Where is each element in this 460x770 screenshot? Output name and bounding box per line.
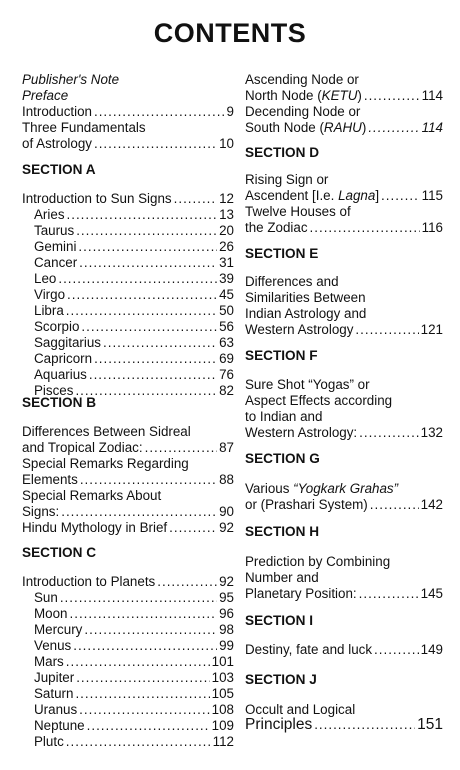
section-f-line3: to Indian and: [245, 409, 323, 424]
entry-text: Scorpio: [34, 319, 80, 334]
entry-page: 39: [219, 271, 234, 286]
entry-page: 82: [219, 383, 234, 398]
planet-entry: [22, 702, 234, 717]
section-d-heading: SECTION D: [245, 145, 320, 160]
page-title: CONTENTS: [153, 18, 307, 48]
planet-entry: [22, 606, 234, 621]
section-j-heading: SECTION J: [245, 672, 317, 687]
section-e-line4: [245, 322, 443, 337]
entry-page: 142: [420, 497, 443, 512]
entry-text: or (Prashari System): [245, 497, 368, 512]
section-g-line1: Various “Yogkark Grahas”: [245, 481, 399, 496]
entry-page: 87: [219, 440, 234, 455]
entry-text: Uranus: [34, 702, 78, 717]
planets-intro-entry: [22, 574, 234, 589]
section-e-heading: SECTION E: [245, 246, 319, 261]
twelve-houses-line2: [245, 220, 443, 235]
entry-page: 20: [219, 223, 234, 238]
planet-entry: [22, 638, 234, 653]
entry-text: Aquarius: [34, 367, 87, 382]
section-h-line2: Number and: [245, 570, 319, 585]
sun-sign-entry: [22, 239, 234, 254]
section-h-line3: [245, 586, 443, 601]
hindu-mythology-entry: [22, 520, 234, 535]
section-f-heading: SECTION F: [245, 348, 318, 363]
entry-text: Venus: [34, 638, 72, 653]
entry-text: Leo: [34, 271, 57, 286]
sun-sign-entry: [22, 255, 234, 270]
entry-page: 76: [219, 367, 234, 382]
entry-text: Jupiter: [34, 670, 75, 685]
section-j-line2: [245, 717, 443, 732]
sidreal-entry-line1: Differences Between Sidreal: [22, 424, 191, 439]
entry-page: 109: [211, 718, 234, 733]
ascending-node-line2: North Node (KETU) ..... 114: [245, 88, 443, 103]
section-f-line2: Aspect Effects according: [245, 393, 393, 408]
entry-page: 45: [219, 287, 234, 302]
entry-text: Gemini: [34, 239, 77, 254]
entry-page: 149: [420, 642, 443, 657]
descending-node-line1: Decending Node or: [245, 104, 361, 119]
entry-page: 10: [219, 136, 234, 151]
elements-entry-line1: Special Remarks Regarding: [22, 456, 189, 471]
entry-page: 121: [420, 322, 443, 337]
entry-text: Western Astrology:: [245, 425, 358, 440]
entry-page: 108: [211, 702, 234, 717]
section-b-heading: SECTION B: [22, 395, 97, 410]
entry-text: Saturn: [34, 686, 74, 701]
entry-text: Mars: [34, 654, 64, 669]
section-f-line1: Sure Shot “Yogas” or: [245, 377, 370, 392]
entry-text: Elements: [22, 472, 78, 487]
sun-sign-entry: [22, 351, 234, 366]
entry-text: Taurus: [34, 223, 75, 238]
section-a-heading: SECTION A: [22, 162, 96, 177]
elements-entry-line2: [22, 472, 234, 487]
entry-page: 132: [420, 425, 443, 440]
section-e-line3: Indian Astrology and: [245, 306, 367, 321]
entry-page: 92: [219, 574, 234, 589]
entry-text: the Zodiac: [245, 220, 308, 235]
sun-sign-entry: [22, 335, 234, 350]
sun-sign-entry: [22, 207, 234, 222]
entry-page: 116: [421, 220, 443, 235]
section-c-heading: SECTION C: [22, 545, 97, 560]
entry-page: 98: [219, 622, 234, 637]
entry-text: Virgo: [34, 287, 66, 302]
planet-entry: [22, 590, 234, 605]
rising-sign-line2: Ascendent [I.e. Lagna] ..... 115: [245, 188, 443, 203]
entry-text: Pisces: [34, 383, 74, 398]
entry-text: Neptune: [34, 718, 85, 733]
entry-text: Hindu Mythology in Brief: [22, 520, 168, 535]
signs-remarks-entry-line2: [22, 504, 234, 519]
section-i-heading: SECTION I: [245, 613, 313, 628]
entry-page: 9: [226, 104, 234, 119]
entry-page: 151: [417, 716, 443, 733]
entry-text: Signs:: [22, 504, 60, 519]
fundamentals-entry-line2: [22, 136, 234, 151]
entry-page: 115: [421, 188, 443, 203]
entry-text: Introduction to Planets: [22, 574, 156, 589]
entry-text: Introduction: [22, 104, 92, 119]
sun-signs-intro-entry: [22, 191, 234, 206]
signs-remarks-entry-line1: Special Remarks About: [22, 488, 162, 503]
sun-sign-entry: [22, 319, 234, 334]
entry-page: 112: [212, 734, 234, 749]
section-g-line2: [245, 497, 443, 512]
entry-text: Mercury: [34, 622, 83, 637]
fundamentals-entry-line1: Three Fundamentals: [22, 120, 146, 135]
entry-page: 145: [420, 586, 443, 601]
entry-text: Principles: [245, 716, 313, 733]
descending-node-line2: South Node (RAHU) ..... 114: [245, 120, 443, 135]
entry-page: 26: [219, 239, 234, 254]
entry-text: Aries: [34, 207, 65, 222]
sun-sign-entry: [22, 271, 234, 286]
entry-text: Planetary Position:: [245, 586, 357, 601]
section-g-heading: SECTION G: [245, 451, 320, 466]
publishers-note-entry: Publisher's Note: [22, 72, 120, 87]
entry-text: Plutc: [34, 734, 64, 749]
rising-sign-line1: Rising Sign or: [245, 172, 329, 187]
entry-text: Destiny, fate and luck: [245, 642, 373, 657]
entry-page: 114: [421, 88, 443, 103]
entry-text: Cancer: [34, 255, 78, 270]
entry-page: 90: [219, 504, 234, 519]
entry-text: Sun: [34, 590, 58, 605]
planet-entry: [22, 734, 234, 749]
planet-entry: [22, 622, 234, 637]
entry-text: and Tropical Zodiac:: [22, 440, 143, 455]
planet-entry: [22, 718, 234, 733]
entry-page: 114: [421, 120, 443, 135]
entry-text: Libra: [34, 303, 64, 318]
entry-page: 63: [219, 335, 234, 350]
section-i-line1: [245, 642, 443, 657]
entry-page: 95: [219, 590, 234, 605]
planet-entry: [22, 686, 234, 701]
planet-entry: [22, 670, 234, 685]
section-e-line2: Similarities Between: [245, 290, 366, 305]
entry-text: Introduction to Sun Signs: [22, 191, 172, 206]
planet-entry: [22, 654, 234, 669]
entry-text: Western Astrology: [245, 322, 354, 337]
entry-text: Capricorn: [34, 351, 93, 366]
section-h-line1: Prediction by Combining: [245, 554, 391, 569]
entry-page: 69: [219, 351, 234, 366]
entry-page: 50: [219, 303, 234, 318]
entry-page: 96: [219, 606, 234, 621]
entry-page: 88: [219, 472, 234, 487]
entry-page: 56: [219, 319, 234, 334]
sun-sign-entry: [22, 223, 234, 238]
preface-entry: Preface: [22, 88, 69, 103]
twelve-houses-line1: Twelve Houses of: [245, 204, 351, 219]
section-f-line4: [245, 425, 443, 440]
entry-page: 12: [219, 191, 234, 206]
entry-page: 103: [211, 670, 234, 685]
entry-text: Saggitarius: [34, 335, 101, 350]
sidreal-entry-line2: [22, 440, 234, 455]
entry-text: Moon: [34, 606, 68, 621]
entry-text: of Astrology: [22, 136, 92, 151]
section-e-line1: Differences and: [245, 274, 339, 289]
sun-sign-entry: [22, 303, 234, 318]
ascending-node-line1: Ascending Node or: [245, 72, 359, 87]
entry-page: 99: [219, 638, 234, 653]
entry-page: 31: [219, 255, 234, 270]
entry-page: 13: [219, 207, 234, 222]
sun-sign-entry: [22, 367, 234, 382]
section-h-heading: SECTION H: [245, 524, 320, 539]
sun-sign-entry: [22, 287, 234, 302]
entry-page: 92: [219, 520, 234, 535]
entry-page: 101: [211, 654, 234, 669]
introduction-entry: [22, 104, 234, 119]
section-j-line1: Occult and Logical: [245, 702, 356, 717]
entry-page: 105: [211, 686, 234, 701]
